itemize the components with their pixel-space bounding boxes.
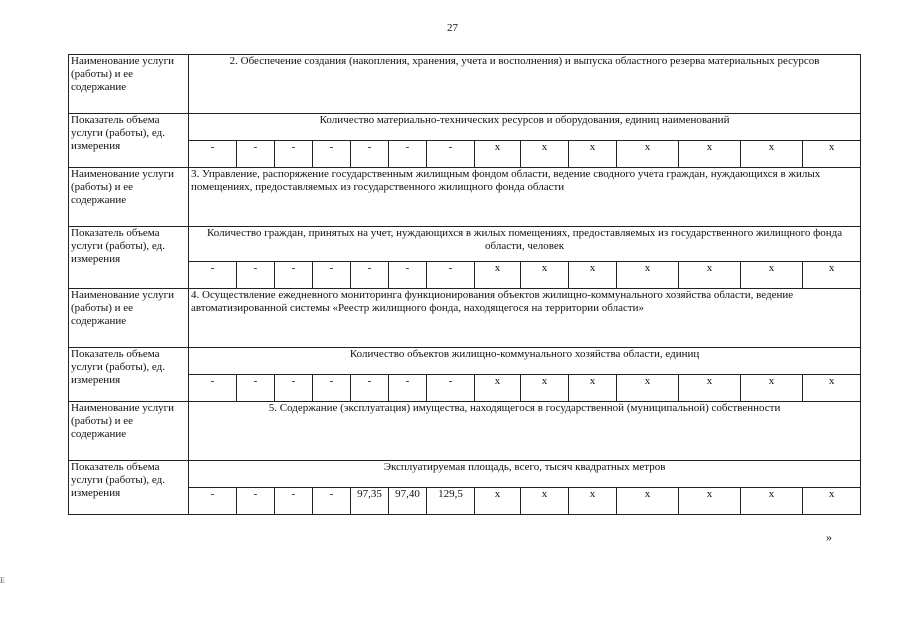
value-cell: x (741, 141, 803, 168)
service-name-row (69, 168, 861, 227)
value-cell: x (617, 488, 679, 515)
service-name-text: 3. Управление, распоряжение государственным жилищным фондом области, ведение сводного учета граждан, нуждающихся в жилых помещениях, предоставляемых из государственного жилищного фонда области (189, 168, 861, 227)
value-cell: - (237, 375, 275, 402)
value-cell: x (617, 141, 679, 168)
value-cell: - (237, 488, 275, 515)
scan-edge-mark: E (0, 576, 5, 585)
value-cell: - (275, 262, 313, 289)
service-name-row (69, 289, 861, 348)
value-cell: x (475, 375, 521, 402)
closing-quote: » (826, 530, 832, 544)
value-cell: x (521, 141, 569, 168)
value-cell: - (313, 262, 351, 289)
value-cell: - (189, 262, 237, 289)
services-table (68, 54, 861, 515)
value-cell: x (521, 488, 569, 515)
value-cell: - (313, 141, 351, 168)
value-cell: x (475, 141, 521, 168)
value-cell: - (389, 262, 427, 289)
value-cell: - (351, 375, 389, 402)
service-name-label: Наименование услуги (работы) и ее содержание (69, 289, 189, 348)
indicator-text: Количество материально-технических ресурсов и оборудования, единиц наименований (189, 114, 861, 141)
value-cell: - (389, 141, 427, 168)
value-cell: - (189, 141, 237, 168)
value-cell: - (275, 375, 313, 402)
service-name-label: Наименование услуги (работы) и ее содержание (69, 402, 189, 461)
value-cell: - (351, 262, 389, 289)
value-cell: - (313, 375, 351, 402)
value-cell: x (803, 262, 861, 289)
value-cell: - (237, 262, 275, 289)
value-cell: - (189, 488, 237, 515)
value-cell: x (741, 262, 803, 289)
value-cell: x (569, 488, 617, 515)
indicator-row (69, 227, 861, 262)
indicator-row (69, 461, 861, 488)
indicator-row (69, 348, 861, 375)
service-name-label: Наименование услуги (работы) и ее содержание (69, 168, 189, 227)
indicator-text: Эксплуатируемая площадь, всего, тысяч квадратных метров (189, 461, 861, 488)
value-cell: 129,5 (427, 488, 475, 515)
value-cell: x (679, 141, 741, 168)
value-cell: x (803, 488, 861, 515)
value-cell: - (189, 375, 237, 402)
service-name-row (69, 402, 861, 461)
value-cell: x (679, 262, 741, 289)
value-cell: 97,40 (389, 488, 427, 515)
value-cell: x (803, 375, 861, 402)
value-cell: x (475, 262, 521, 289)
value-cell: x (475, 488, 521, 515)
value-cell: - (427, 375, 475, 402)
indicator-label: Показатель объема услуги (работы), ед. измерения (69, 227, 189, 289)
value-cell: - (237, 141, 275, 168)
value-cell: - (427, 262, 475, 289)
service-name-label: Наименование услуги (работы) и ее содержание (69, 55, 189, 114)
indicator-text: Количество объектов жилищно-коммунального хозяйства области, единиц (189, 348, 861, 375)
value-cell: - (427, 141, 475, 168)
value-cell: - (275, 141, 313, 168)
value-cell: x (741, 375, 803, 402)
indicator-label: Показатель объема услуги (работы), ед. измерения (69, 114, 189, 168)
service-name-text: 4. Осуществление ежедневного мониторинга функционирования объектов жилищно-коммунального хозяйства области, ведение автоматизированной системы «Реестр жилищного фонда, находящегося на территории области» (189, 289, 861, 348)
value-cell: - (313, 488, 351, 515)
indicator-row (69, 114, 861, 141)
service-name-text: 2. Обеспечение создания (накопления, хранения, учета и восполнения) и выпуска областного резерва материальных ресурсов (189, 55, 861, 114)
value-cell: x (569, 375, 617, 402)
value-cell: x (679, 375, 741, 402)
value-cell: - (389, 375, 427, 402)
value-cell: - (275, 488, 313, 515)
indicator-label: Показатель объема услуги (работы), ед. измерения (69, 461, 189, 515)
value-cell: x (741, 488, 803, 515)
indicator-text: Количество граждан, принятых на учет, нуждающихся в жилых помещениях, предоставляемых из государственного жилищного фонда области, человек (189, 227, 861, 262)
value-cell: x (569, 262, 617, 289)
value-cell: x (569, 141, 617, 168)
indicator-label: Показатель объема услуги (работы), ед. измерения (69, 348, 189, 402)
value-cell: x (617, 262, 679, 289)
table-body (69, 55, 861, 515)
value-cell: 97,35 (351, 488, 389, 515)
value-cell: x (617, 375, 679, 402)
value-cell: x (803, 141, 861, 168)
value-cell: x (679, 488, 741, 515)
page-number: 27 (447, 22, 458, 34)
value-cell: x (521, 262, 569, 289)
value-cell: - (351, 141, 389, 168)
value-cell: x (521, 375, 569, 402)
service-name-text: 5. Содержание (эксплуатация) имущества, находящегося в государственной (муниципальной) собственности (189, 402, 861, 461)
service-name-row (69, 55, 861, 114)
